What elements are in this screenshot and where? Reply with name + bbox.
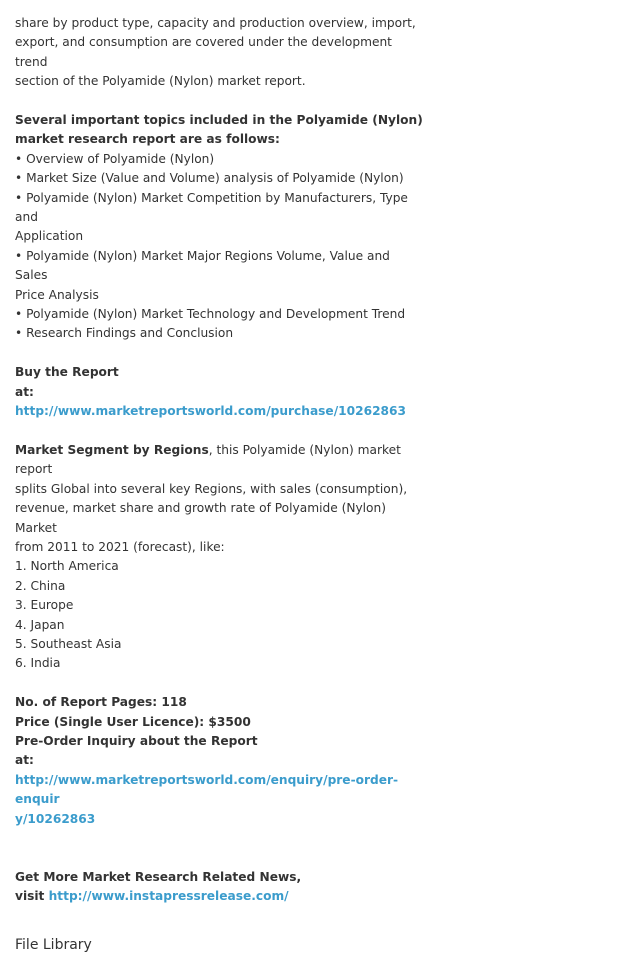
regions-lead: Market Segment by Regions (15, 442, 209, 457)
intro-line: share by product type, capacity and production overview, import, (15, 16, 416, 30)
topics-section (15, 111, 425, 344)
regions-line: splits Global into several key Regions, with sales (consumption), (15, 481, 408, 496)
buy-section (15, 363, 425, 421)
topic-item: Price Analysis (15, 287, 99, 302)
report-info-section (15, 693, 425, 829)
purchase-link[interactable]: http://www.marketreportsworld.com/purchase/10262863 (15, 404, 406, 419)
document-body (15, 14, 425, 955)
region-item: 2. China (15, 578, 66, 593)
visit-label: visit (15, 889, 49, 904)
intro-line: section of the Polyamide (Nylon) market report. (15, 74, 306, 89)
report-price: Price (Single User Licence): $3500 (15, 714, 251, 729)
file-library-title: File Library (15, 936, 92, 953)
region-item: 1. North America (15, 559, 119, 574)
region-item: 6. India (15, 656, 61, 671)
instapress-link[interactable]: http://www.instapressrelease.com/ (48, 889, 289, 904)
preorder-at-label: at: (15, 753, 34, 768)
regions-lead-rest: , this Polyamide (Nylon) market report (15, 442, 401, 477)
topic-item: • Polyamide (Nylon) Market Major Regions Volume, Value and Sales (15, 248, 390, 283)
regions-line: revenue, market share and growth rate of Polyamide (Nylon) Market (15, 501, 386, 535)
topic-item: • Market Size (Value and Volume) analysis of Polyamide (Nylon) (15, 171, 404, 186)
regions-section (15, 441, 425, 674)
region-item: 4. Japan (15, 617, 65, 632)
topic-item: • Research Findings and Conclusion (15, 326, 234, 341)
topic-item: • Polyamide (Nylon) Market Competition by Manufacturers, Type and (15, 190, 408, 225)
region-item: 5. Southeast Asia (15, 636, 122, 651)
buy-at-label: at: (15, 384, 34, 399)
topic-item: Application (15, 229, 84, 244)
topics-heading: Several important topics included in the Polyamide (Nylon) (15, 113, 423, 128)
preorder-link-continued[interactable]: y/10262863 (15, 811, 96, 826)
more-news-section (15, 868, 425, 907)
more-news-label: Get More Market Research Related News, (15, 869, 302, 884)
buy-label: Buy the Report (15, 365, 119, 380)
intro-paragraph (15, 14, 425, 92)
region-item: 3. Europe (15, 598, 74, 613)
intro-line: export, and consumption are covered under the development trend (15, 35, 392, 69)
preorder-link[interactable]: http://www.marketreportsworld.com/enquiry/pre-order-enquir (15, 772, 399, 807)
topics-heading: market research report are as follows: (15, 132, 280, 147)
preorder-label: Pre-Order Inquiry about the Report (15, 733, 258, 748)
report-pages: No. of Report Pages: 118 (15, 695, 187, 710)
topic-item: • Polyamide (Nylon) Market Technology and Development Trend (15, 307, 406, 322)
topic-item: • Overview of Polyamide (Nylon) (15, 151, 215, 166)
regions-line: from 2011 to 2021 (forecast), like: (15, 539, 225, 554)
